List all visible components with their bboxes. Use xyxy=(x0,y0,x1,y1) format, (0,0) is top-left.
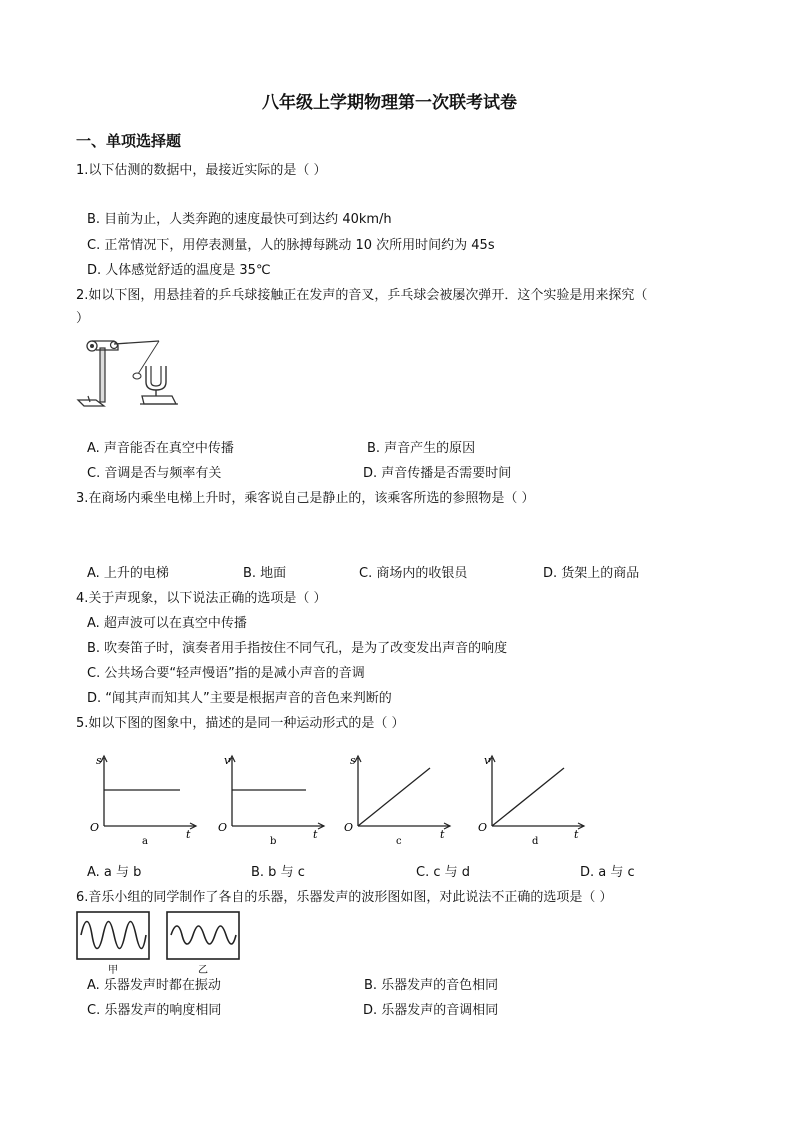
graph-d-origin: O xyxy=(478,821,488,834)
graph-c-origin: O xyxy=(344,821,354,834)
graph-d-caption: d xyxy=(532,836,539,847)
graph-b-xlabel: t xyxy=(313,828,318,841)
q5-option-c[interactable]: C. c 与 d xyxy=(416,865,471,880)
waveform-figure xyxy=(76,911,242,977)
q2-option-a[interactable]: A. 声音能否在真空中传播 xyxy=(87,441,234,456)
tuning-fork-figure xyxy=(74,336,184,412)
q2-option-b[interactable]: B. 声音产生的原因 xyxy=(367,441,476,456)
q1-option-d[interactable]: D. 人体感觉舒适的温度是 35℃ xyxy=(87,263,271,278)
q6-stem: 6.音乐小组的同学制作了各自的乐器，乐器发声的波形图如图，对此说法不正确的选项是（ ） xyxy=(76,890,613,905)
q3-option-d[interactable]: D. 货架上的商品 xyxy=(543,566,640,581)
graph-b-caption: b xyxy=(270,836,277,847)
q4-option-c[interactable]: C. 公共场合要“轻声慢语”指的是减小声音的音调 xyxy=(87,666,365,681)
q5-stem: 5.如以下图的图象中，描述的是同一种运动形式的是（ ） xyxy=(76,716,405,731)
q3-option-b[interactable]: B. 地面 xyxy=(243,566,287,581)
q2-option-d[interactable]: D. 声音传播是否需要时间 xyxy=(363,466,512,481)
graph-d-ylabel: v xyxy=(484,754,491,767)
q5-option-d[interactable]: D. a 与 c xyxy=(580,865,635,880)
page-title: 八年级上学期物理第一次联考试卷 xyxy=(262,93,517,113)
section-heading: 一、单项选择题 xyxy=(76,132,182,150)
graph-a-xlabel: t xyxy=(186,828,191,841)
graph-b-ylabel: v xyxy=(224,754,231,767)
q2-stem-cont: ） xyxy=(76,311,90,326)
graph-c-caption: c xyxy=(396,836,402,847)
q4-stem: 4.关于声现象，以下说法正确的选项是（ ） xyxy=(76,591,327,606)
q1-stem: 1.以下估测的数据中，最接近实际的是（ ） xyxy=(76,163,327,178)
q1-option-b[interactable]: B. 目前为止，人类奔跑的速度最快可到达约 40km/h xyxy=(87,212,392,227)
q6-option-d[interactable]: D. 乐器发声的音调相同 xyxy=(363,1003,499,1018)
label-yi: 乙 xyxy=(198,965,208,976)
motion-graph-a xyxy=(90,752,200,848)
q3-option-a[interactable]: A. 上升的电梯 xyxy=(87,566,169,581)
graph-c-xlabel: t xyxy=(440,828,445,841)
q3-option-c[interactable]: C. 商场内的收银员 xyxy=(359,566,468,581)
q5-option-b[interactable]: B. b 与 c xyxy=(251,865,305,880)
graph-a-caption: a xyxy=(142,836,148,847)
q6-option-b[interactable]: B. 乐器发声的音色相同 xyxy=(364,978,499,993)
q3-stem: 3.在商场内乘坐电梯上升时，乘客说自己是静止的，该乘客所选的参照物是（ ） xyxy=(76,491,535,506)
graph-a-ylabel: s xyxy=(96,754,102,767)
q5-option-a[interactable]: A. a 与 b xyxy=(87,865,142,880)
q1-option-c[interactable]: C. 正常情况下，用停表测量，人的脉搏每跳动 10 次所用时间约为 45s xyxy=(87,238,495,253)
graph-d-xlabel: t xyxy=(574,828,579,841)
label-jia: 甲 xyxy=(108,965,118,976)
q4-option-d[interactable]: D. “闻其声而知其人”主要是根据声音的音色来判断的 xyxy=(87,691,392,706)
q6-option-c[interactable]: C. 乐器发声的响度相同 xyxy=(87,1003,222,1018)
graph-b-origin: O xyxy=(218,821,228,834)
graph-a-origin: O xyxy=(90,821,100,834)
q2-option-c[interactable]: C. 音调是否与频率有关 xyxy=(87,466,222,481)
q4-option-a[interactable]: A. 超声波可以在真空中传播 xyxy=(87,616,247,631)
motion-graph-d xyxy=(478,752,588,848)
motion-graph-c xyxy=(344,752,454,848)
q4-option-b[interactable]: B. 吹奏笛子时，演奏者用手指按住不同气孔，是为了改变发出声音的响度 xyxy=(87,641,508,656)
motion-graph-b xyxy=(218,752,328,848)
q2-stem: 2.如以下图，用悬挂着的乒乓球接触正在发声的音叉，乒乓球会被屡次弹开．这个实验是用来探究（ xyxy=(76,288,648,303)
q6-option-a[interactable]: A. 乐器发声时都在振动 xyxy=(87,978,221,993)
graph-c-ylabel: s xyxy=(350,754,356,767)
